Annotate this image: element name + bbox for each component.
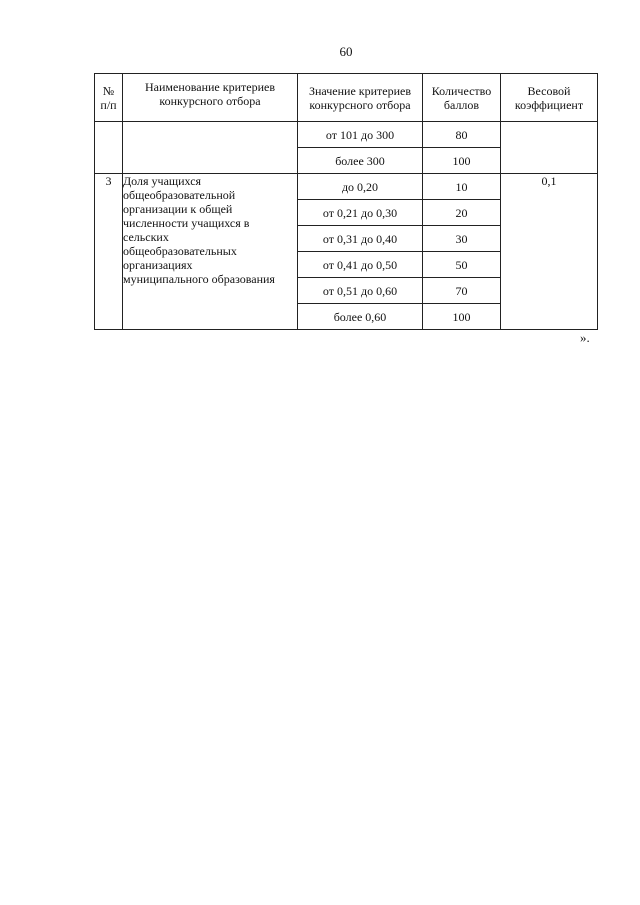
- table-row: [95, 174, 598, 200]
- header-criterion-name-text: Наименование критериев конкурсного отбора: [145, 80, 275, 108]
- points-cell: 10: [423, 174, 501, 200]
- points-cell: 70: [423, 278, 501, 304]
- continued-weight-cell: [501, 122, 598, 174]
- weight-cell: 0,1: [501, 174, 598, 330]
- header-criterion-name: [123, 74, 298, 122]
- header-criterion-value: [298, 74, 423, 122]
- header-number-text: № п/п: [100, 83, 117, 112]
- points-cell: 100: [423, 304, 501, 330]
- closing-quote-mark: ».: [580, 330, 590, 345]
- criterion-value-cell: от 101 до 300: [298, 122, 423, 148]
- header-criterion-value-text: Значение критериев конкурсного отбора: [308, 83, 412, 112]
- header-number: [95, 74, 123, 122]
- criterion-name-text: Доля учащихся общеобразовательной организации к общей численности учащихся в сельских общеобразовательных организациях муниципального образования: [123, 174, 275, 286]
- criterion-value-cell: от 0,41 до 0,50: [298, 252, 423, 278]
- table-row: [95, 122, 598, 148]
- continued-number-cell: [95, 122, 123, 174]
- page-number: 60: [339, 44, 353, 59]
- points-cell: 50: [423, 252, 501, 278]
- header-weight: [501, 74, 598, 122]
- header-points-text: Количество баллов: [431, 83, 492, 112]
- criterion-value-cell: до 0,20: [298, 174, 423, 200]
- points-cell: 30: [423, 226, 501, 252]
- criterion-value-cell: от 0,31 до 0,40: [298, 226, 423, 252]
- header-weight-text: Весовой коэффициент: [514, 83, 584, 112]
- criterion-value-cell: от 0,51 до 0,60: [298, 278, 423, 304]
- header-points: [423, 74, 501, 122]
- points-cell: 20: [423, 200, 501, 226]
- criterion-number-cell: 3: [95, 174, 123, 330]
- points-cell: 100: [423, 148, 501, 174]
- criterion-value-cell: более 0,60: [298, 304, 423, 330]
- criterion-value-cell: более 300: [298, 148, 423, 174]
- criterion-value-cell: от 0,21 до 0,30: [298, 200, 423, 226]
- continued-name-cell: [123, 122, 298, 174]
- criteria-table: [94, 73, 598, 330]
- criterion-name-cell: [123, 174, 298, 330]
- points-cell: 80: [423, 122, 501, 148]
- table-header-row: [95, 74, 598, 122]
